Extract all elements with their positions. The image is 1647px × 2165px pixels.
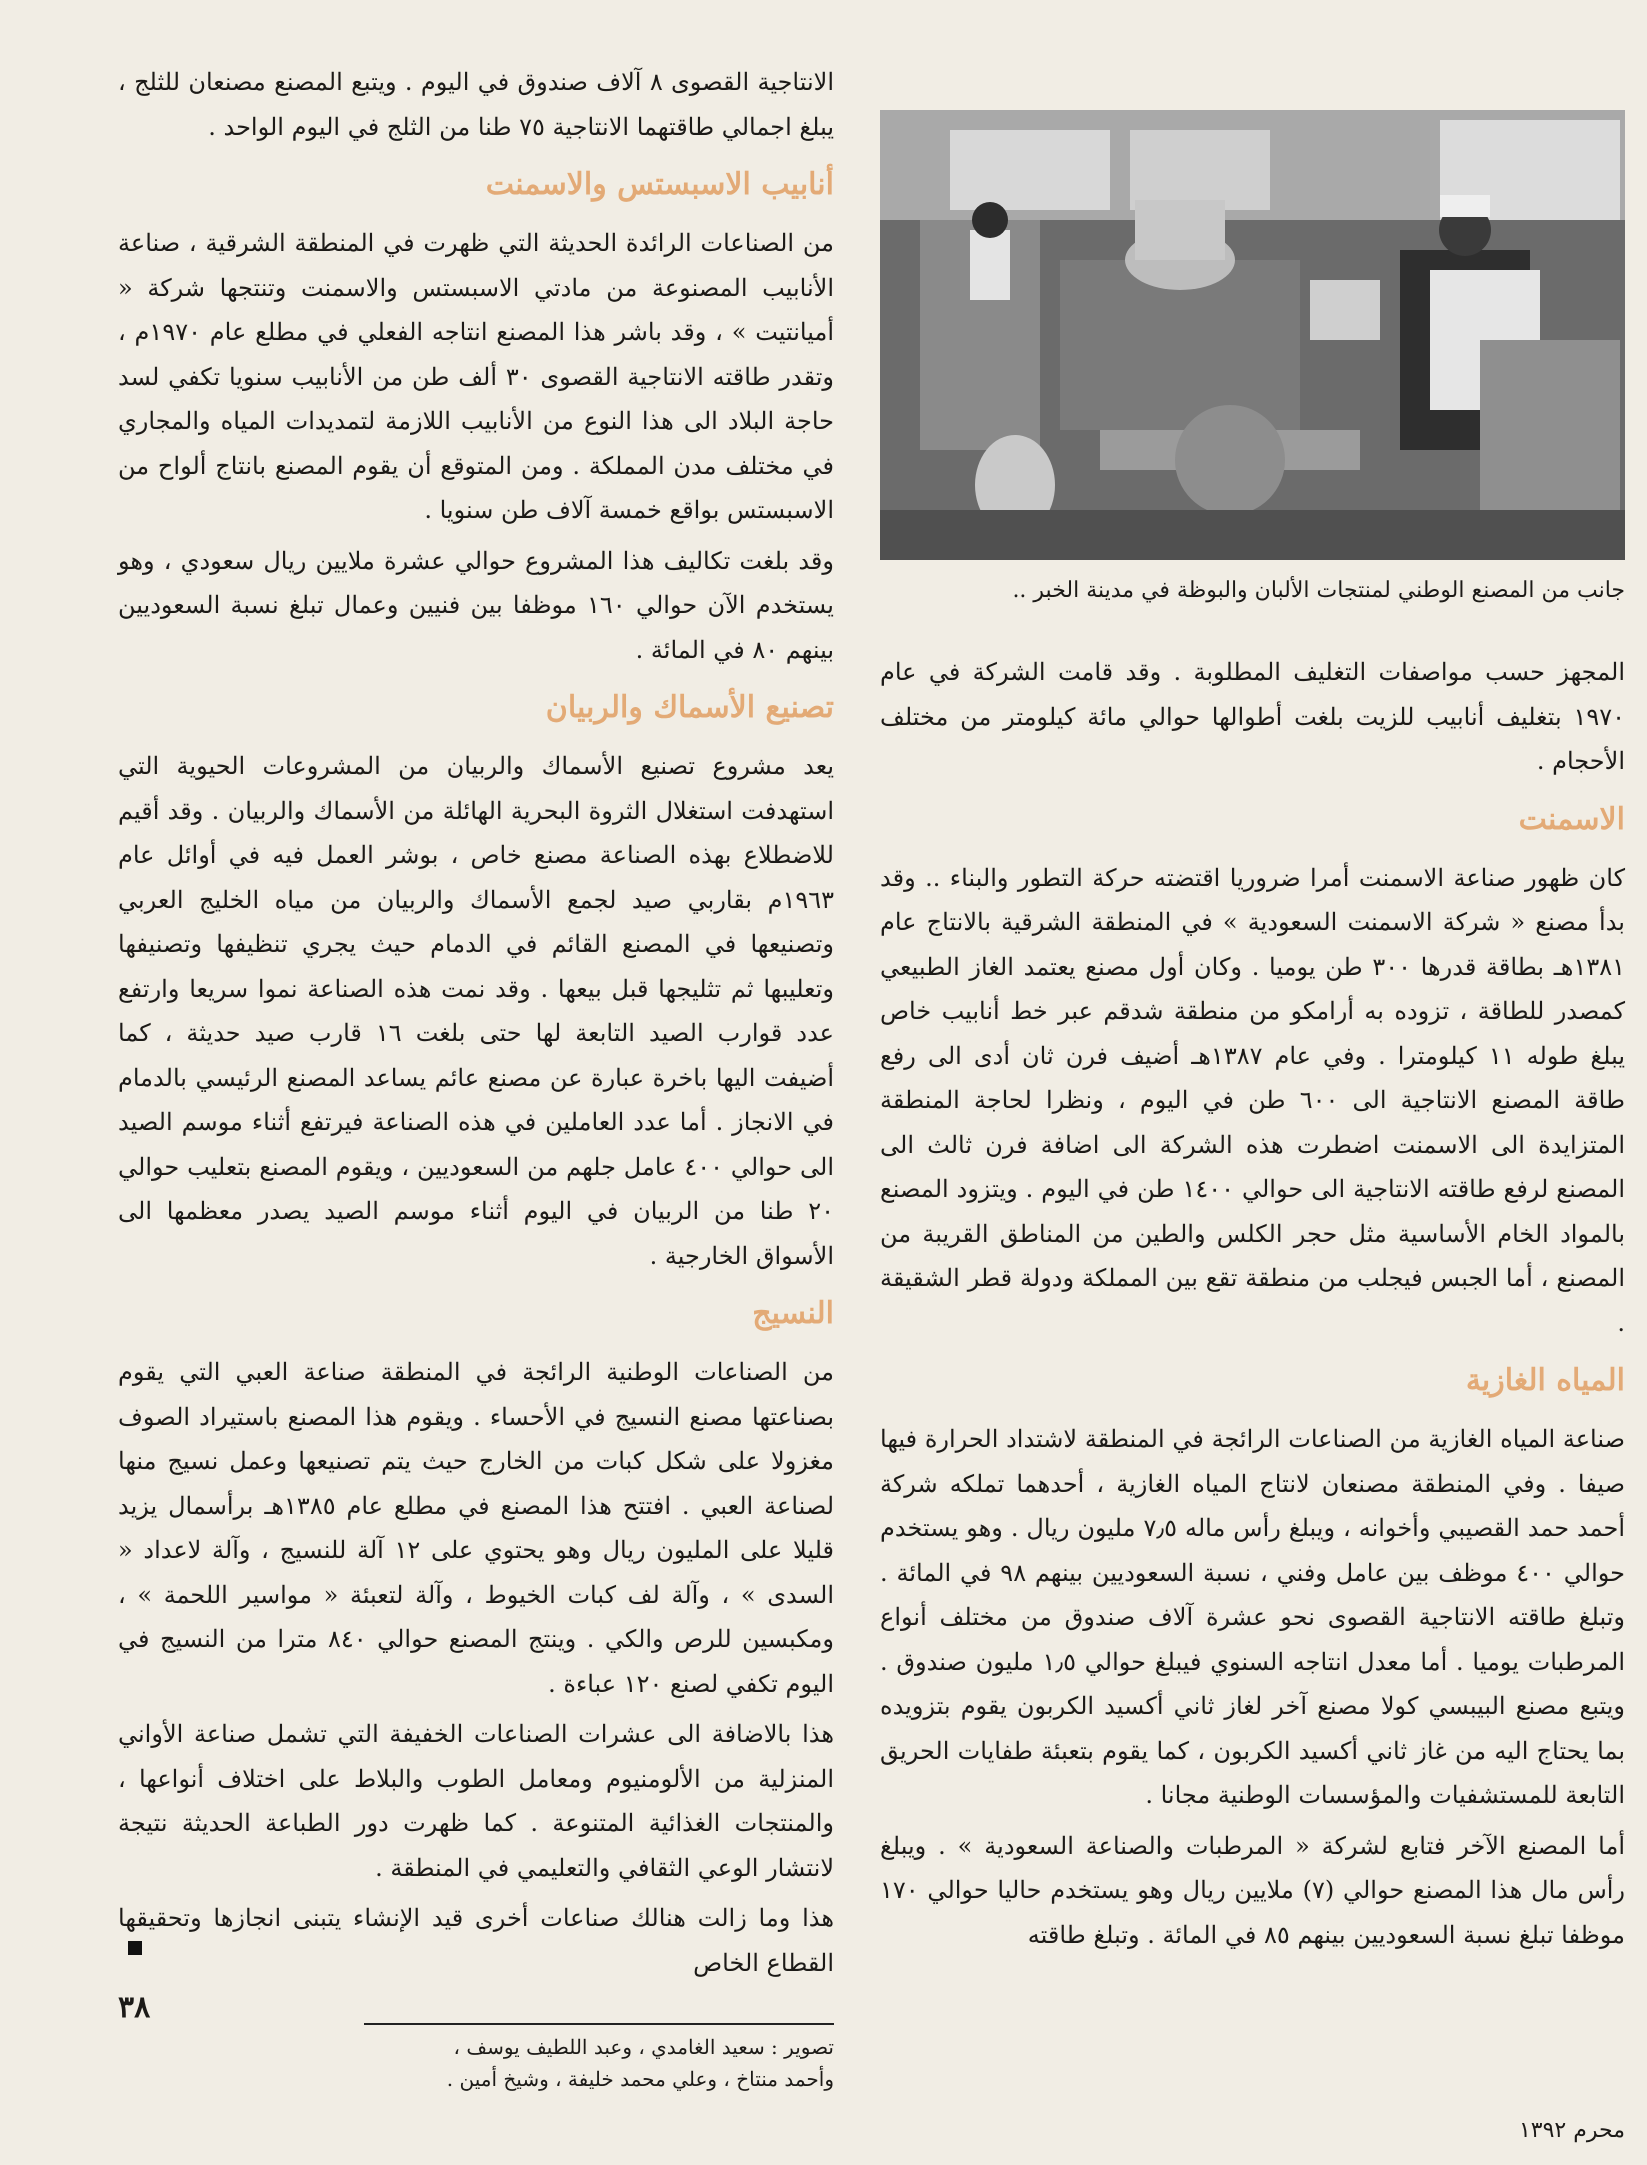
credits-line-1: تصوير : سعيد الغامدي ، وعبد اللطيف يوسف ،: [453, 2035, 834, 2059]
left-column: [118, 60, 834, 2095]
photo-credits: [364, 2031, 834, 2095]
paragraph-asbestos-pipes: من الصناعات الرائدة الحديثة التي ظهرت في المنطقة الشرقية ، صناعة الأنابيب المصنوعة من مادتي الاسبستس والاسمنت وتنتجها شركة « أميانتيت » ، وقد باشر هذا المصنع انتاجه الفعلي في مطلع عام ١٩٧٠م ، وتقدر طاقته الانتاجية القصوى ٣٠ ألف طن من الأنابيب سنويا تكفي لسد حاجة البلاد الى هذا النوع من الأنابيب اللازمة لتمديدات المياه والمجاري في مختلف مدن المملكة . ومن المتوقع أن يقوم المصنع بانتاج ألواح من الاسبستس بواقع خمسة آلاف طن سنويا .: [118, 229, 835, 524]
heading-textiles: النسيج: [752, 1296, 834, 1331]
paragraph-closing: [118, 1896, 834, 1985]
issue-date: محرم ١٣٩٢: [1518, 2118, 1625, 2143]
paragraph-soft-drinks: صناعة المياه الغازية من الصناعات الرائجة في المنطقة لاشتداد الحرارة فيها صيفا . وفي المنطقة مصنعان لانتاج المياه الغازية ، أحدهما تملكه شركة أحمد حمد القصيبي وأخوانه ، ويبلغ رأس ماله ٧٫٥ مليون ريال . وهو يستخدم حوالي ٤٠٠ موظف بين عامل وفني ، نسبة السعوديين بينهم ٩٨ في المائة . وتبلغ طاقته الانتاجية القصوى نحو عشرة آلاف صندوق من مختلف أنواع المرطبات يوميا . أما معدل انتاجه السنوي فيبلغ حوالي ١٫٥ مليون صندوق . ويتبع مصنع البيبسي كولا مصنع آخر لغاز ثاني أكسيد الكربون يقوم بتزويده بما يحتاج اليه من غاز ثاني أكسيد الكربون ، كما يقوم بتعبئة طفايات الحريق التابعة للمستشفيات والمؤسسات الوطنية مجانا .: [880, 1425, 1626, 1809]
right-column: [880, 110, 1625, 1963]
paragraph-soft-drinks-second-factory: أما المصنع الآخر فتابع لشركة « المرطبات والصناعة السعودية » . ويبلغ رأس مال هذا المصنع حوالي (٧) ملايين ريال وهو يستخدم حاليا حوالي ١٧٠ موظفا تبلغ نسبة السعوديين بينهم ٨٥ في المائة . وتبلغ طاقته: [880, 1831, 1625, 1949]
closing-text: هذا وما زالت هنالك صناعات أخرى قيد الإنشاء يتبنى انجازها وتحقيقها القطاع الخاص: [118, 1904, 834, 1977]
factory-photo: [880, 110, 1625, 560]
dairy-factory-illustration: [880, 110, 1625, 560]
heading-asbestos-pipes: أنابيب الاسبستس والاسمنت: [485, 167, 834, 202]
paragraph-asbestos-costs: وقد بلغت تكاليف هذا المشروع حوالي عشرة ملايين ريال سعودي ، وهو يستخدم الآن حوالي ١٦٠ موظفا بين فنيين وعمال تبلغ نسبة السعوديين بينهم ٨٠ في المائة .: [118, 546, 834, 664]
credits-divider: [364, 2023, 834, 2025]
photo-caption: جانب من المصنع الوطني لمنتجات الألبان والبوظة في مدينة الخبر ..: [1012, 578, 1625, 603]
paragraph-packaging: المجهز حسب مواصفات التغليف المطلوبة . وقد قامت الشركة في عام ١٩٧٠ بتغليف أنابيب للزيت بلغت أطوالها حوالي مائة كيلومتر من مختلف الأحجام .: [880, 658, 1625, 775]
heading-fish-shrimp: تصنيع الأسماك والربيان: [545, 690, 834, 725]
paragraph-light-industries: هذا بالاضافة الى عشرات الصناعات الخفيفة التي تشمل صناعة الأواني المنزلية من الألومنيوم ومعامل الطوب والبلاط على اختلاف أنواعها ، والمنتجات الغذائية المتنوعة . كما ظهرت دور الطباعة الحديثة نتيجة لانتشار الوعي الثقافي والتعليمي في المنطقة .: [118, 1720, 834, 1882]
credits-line-2: وأحمد منتاخ ، وعلي محمد خليفة ، وشيخ أمين .: [446, 2067, 834, 2091]
page-number: ٣٨: [118, 1990, 151, 2025]
paragraph-ice-factories: الانتاجية القصوى ٨ آلاف صندوق في اليوم . ويتبع المصنع مصنعان للثلج ، يبلغ اجمالي طاقتهما الانتاجية ٧٥ طنا من الثلج في اليوم الواحد .: [118, 68, 835, 141]
heading-cement: الاسمنت: [1518, 801, 1625, 837]
heading-soft-drinks: المياه الغازية: [1465, 1363, 1625, 1398]
end-of-article-mark: [128, 1941, 142, 1955]
paragraph-cement: كان ظهور صناعة الاسمنت أمرا ضروريا اقتضته حركة التطور والبناء .. وقد بدأ مصنع « شركة الاسمنت السعودية » في المنطقة الشرقية بالانتاج عام ١٣٨١هـ بطاقة قدرها ٣٠٠ طن يوميا . وكان أول مصنع يعتمد الغاز الطبيعي كمصدر للطاقة ، تزوده به أرامكو من منطقة شدقم عبر خط أنابيب خاص يبلغ طوله ١١ كيلومترا . وفي عام ١٣٨٧هـ أضيف فرن ثان أدى الى رفع طاقة المصنع الانتاجية الى ٦٠٠ طن في اليوم ، ونظرا لحاجة المنطقة المتزايدة الى الاسمنت اضطرت هذه الشركة الى اضافة فرن ثالث الى المصنع لرفع طاقته الانتاجية الى حوالي ١٤٠٠ طن في اليوم . ويتزود المصنع بالمواد الخام الأساسية مثل حجر الكلس والطين من المناطق القريبة من المصنع ، أما الجبس فيجلب من منطقة تقع بين المملكة ودولة قطر الشقيقة .: [880, 863, 1626, 1337]
paragraph-textiles: من الصناعات الوطنية الرائجة في المنطقة صناعة العبي التي يقوم بصناعتها مصنع النسيج في الأحساء . ويقوم هذا المصنع باستيراد الصوف مغزولا على شكل كبات من الخارج حيث يتم تصنيعها وعمل نسيج منها لصناعة العبي . افتتح هذا المصنع في مطلع عام ١٣٨٥هـ برأسمال يزيد قليلا على المليون ريال وهو يحتوي على ١٢ آلة للنسيج ، وآلة لاعداد « السدى » ، وآلة لف كبات الخيوط ، وآلة لتعبئة « مواسير اللحمة » ، ومكبسين للرص والكي . وينتج المصنع حوالي ٨٤٠ مترا من النسيج في اليوم تكفي لصنع ١٢٠ عباءة .: [118, 1358, 835, 1698]
paragraph-fish-shrimp: يعد مشروع تصنيع الأسماك والربيان من المشروعات الحيوية التي استهدفت استغلال الثروة البحرية الهائلة من الأسماك والربيان . وقد أقيم للاضطلاع بهذه الصناعة مصنع خاص ، بوشر العمل فيه في أوائل عام ١٩٦٣م بقاربي صيد لجمع الأسماك والربيان من مياه الخليج العربي وتصنيعها في المصنع القائم في الدمام حيث يجري تنظيفها وتصنيفها وتعليبها ثم تثليجها قبل بيعها . وقد نمت هذه الصناعة نموا سريعا وارتفع عدد قوارب الصيد التابعة لها حتى بلغت ١٦ قارب صيد حديثة ، كما أضيفت اليها باخرة عبارة عن مصنع عائم يساعد المصنع الرئيسي بالدمام في الانجاز . أما عدد العاملين في هذه الصناعة فيرتفع أثناء موسم الصيد الى حوالي ٤٠٠ عامل جلهم من السعوديين ، ويقوم المصنع بتعليب حوالي ٢٠ طنا من الربيان في اليوم أثناء موسم الصيد يصدر معظمها الى الأسواق الخارجية .: [118, 752, 834, 1270]
